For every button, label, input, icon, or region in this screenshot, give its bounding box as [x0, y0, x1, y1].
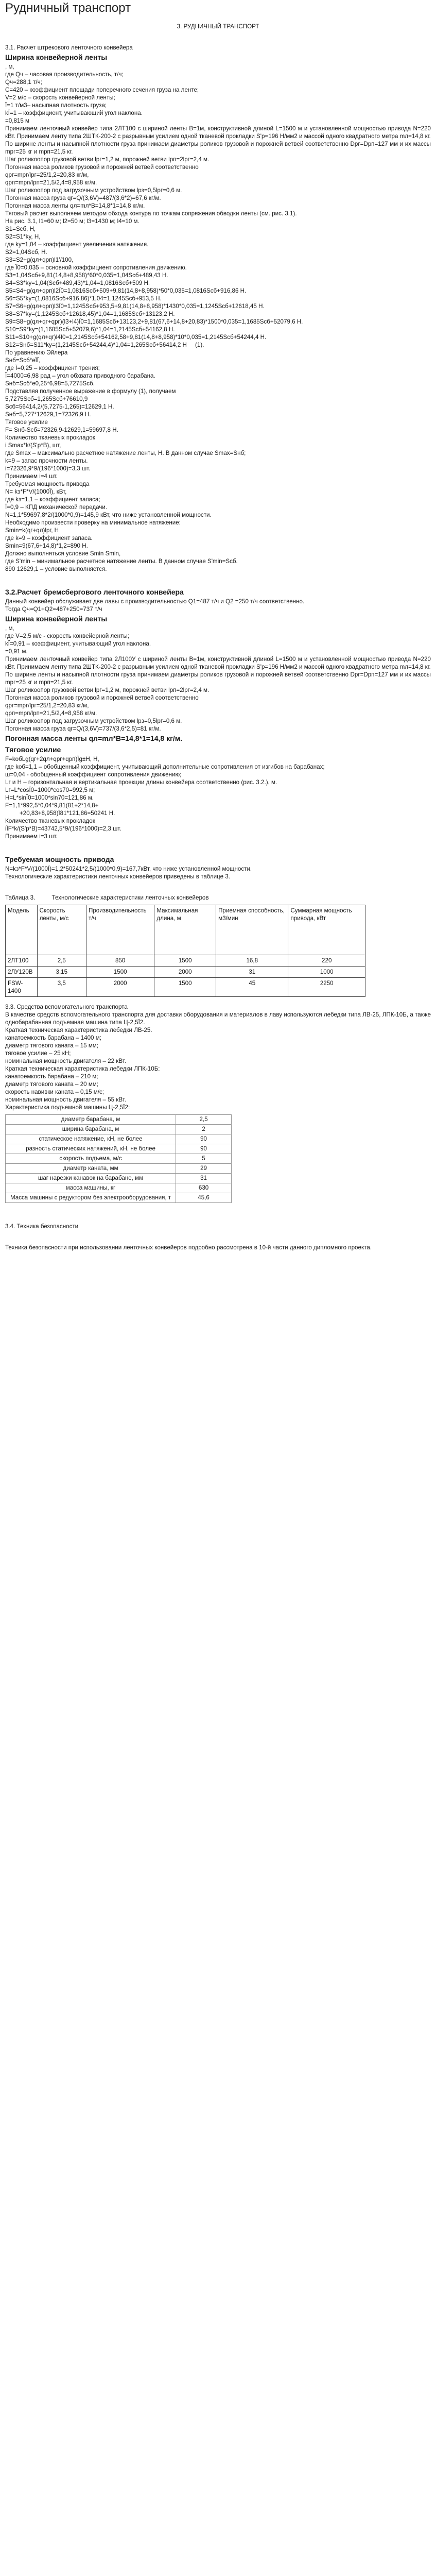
- table-cell: 1500: [154, 955, 216, 967]
- paragraph: Шаг роликоопор грузовой ветви lрг=1,2 м, порожней ветви lрп=2lрг=2,4 м.: [5, 156, 210, 163]
- paragraph: 3.1. Расчет штрекового ленточного конвейера: [5, 44, 133, 51]
- parameter-name: статическое натяжение, кН, не более: [6, 1134, 176, 1144]
- paragraph: С=420 – коэффициент площади поперечного сечения груза на ленте;: [5, 87, 199, 93]
- paragraph: =0,815 м: [5, 117, 29, 124]
- paragraph: H=L*sinÏ0=1000*sin70=121,86 м.: [5, 794, 94, 801]
- table-cell: 220: [288, 955, 365, 967]
- paragraph: диаметр тягового каната – 20 мм;: [5, 1081, 98, 1088]
- parameter-name: Масса машины с редуктором без электрооборудования, т: [6, 1193, 176, 1203]
- parameter-value: 630: [176, 1183, 232, 1193]
- paragraph: qрп=mрп/lрп=21,5/2,4=8,958 кг/м.: [5, 710, 97, 717]
- paragraph: где ky=1,04 – коэффициент увеличения натяжения.: [5, 241, 149, 248]
- paragraph: Подставляя полученное выражение в формулу (1), получаем: [5, 388, 176, 395]
- spacer: [5, 573, 431, 586]
- table-cell: 2000: [154, 967, 216, 978]
- paragraph: S10=S9*ky=(1,1685Sсб+52079,6)*1,04=1,2145Sсб+54162,8 Н.: [5, 326, 175, 333]
- paragraph: Краткая техническая характеристика лебедки ЛВ-25.: [5, 1027, 152, 1033]
- paragraph: +20,83+8,958)Ï81*121,86=50241 Н.: [20, 810, 115, 817]
- spacer: [5, 1230, 431, 1244]
- conveyor-characteristics-table: [5, 905, 365, 997]
- column-header: Модель: [6, 905, 38, 955]
- parameter-value: 45,6: [176, 1193, 232, 1203]
- table-cell: FSW-1400: [6, 978, 38, 997]
- paragraph: Шаг роликоопор грузовой ветви lрг=1,2 м, порожней ветви lрп=2lрг=2,4 м.: [5, 687, 210, 693]
- paragraph: Lг и Н – горизонтальная и вертикальная проекции длины конвейера соответственно (рис. 3.2.), м.: [5, 779, 277, 786]
- paragraph: Погонная масса груза qг=Q/(3,6V)=737/(3,6*2,5)=81 кг/м.: [5, 725, 161, 732]
- paragraph: , м,: [5, 625, 14, 632]
- document-body: [4, 23, 432, 1251]
- paragraph: где Ï=0,25 – коэффициент трения;: [5, 365, 100, 371]
- paragraph: где k=9 – коэффициент запаса.: [5, 535, 93, 541]
- paragraph: S1=Sсб, Н,: [5, 226, 36, 232]
- table-row: [6, 1144, 232, 1154]
- table-row: [6, 1174, 232, 1183]
- table-cell: 2ЛУ120В: [6, 967, 38, 978]
- paragraph: qрп=mрп/lрп=21,5/2,4=8,958 кг/м.: [5, 179, 97, 186]
- paragraph: i=72326,9*9/(196*1000)=3,3 шт.: [5, 465, 91, 472]
- parameter-name: масса машины, кг: [6, 1183, 176, 1193]
- paragraph: Погонная масса роликов грузовой и порожней ветвей соответственно: [5, 164, 199, 171]
- section-auxiliary-transport: [5, 1003, 431, 1111]
- spacer: [5, 1209, 431, 1223]
- column-header: Приемная способность, м3/мин: [216, 905, 288, 955]
- parameter-value: 90: [176, 1144, 232, 1154]
- table-cell: 1000: [288, 967, 365, 978]
- parameter-name: ширина барабана, м: [6, 1125, 176, 1134]
- paragraph: По уравнению Эйлера: [5, 349, 68, 356]
- paragraph: 890 12629,1 – условие выполняется.: [5, 566, 107, 572]
- section-heading: Ширина конвейерной ленты: [5, 615, 108, 623]
- paragraph: Smin=9(67,6+14,8)*1,2=890 Н.: [5, 543, 88, 549]
- parameter-value: 5: [176, 1154, 232, 1164]
- paragraph: Qч=288,1 т/ч;: [5, 79, 42, 86]
- paragraph: S6=S5*ky=(1,0816Sсб+916,86)*1,04=1,1245Sсб+953,5 Н.: [5, 295, 162, 302]
- parameter-value: 2,5: [176, 1115, 232, 1125]
- parameter-name: шаг нарезки канавок на барабане, мм: [6, 1174, 176, 1183]
- column-header: Скорость ленты, м/с: [37, 905, 86, 955]
- paragraph: Принимаем ленточный конвейер типа 2ЛТ100 с шириной ленты В=1м, конструктивной длиной L=1500 м и установленной мощностью привода N=220 кВт. Принимаем ленту типа 2ШТК-200-2 с разрывным усилием одной тканевой прокладки S'р=196 Н/мм2 и массой одного квадратного метра mл=14,8 кг.: [5, 125, 433, 140]
- parameter-name: диаметр каната, мм: [6, 1164, 176, 1174]
- paragraph: S12=Sнб=S11*ky=(1,2145Sсб+54244,4)*1,04=1,265Sсб+56414,2 Н (1).: [5, 342, 204, 348]
- paragraph: где Smax – максимально расчетное натяжение ленты, Н. В данном случае Smax=Sнб;: [5, 450, 246, 456]
- table-row: [6, 1183, 232, 1193]
- paragraph: Количество тканевых прокладок: [5, 434, 95, 441]
- paragraph: номинальная мощность двигателя – 22 кВт.: [5, 1058, 127, 1064]
- paragraph: ш=0,04 - обобщенный коэффициент сопротивления движению;: [5, 771, 182, 778]
- paragraph: Шаг роликоопор под загрузочным устройством lрз=0,5lрг=0,6 м.: [5, 718, 182, 724]
- hoist-characteristics-table: [5, 1114, 232, 1203]
- section-heading: Ширина конвейерной ленты: [5, 53, 108, 61]
- paragraph: Принимаем ленточный конвейер типа 2Л100У с шириной ленты В=1м, конструктивной длиной L=1500 м и установленной мощностью привода N=220 кВт. Принимаем ленту типа 2ШТК-200-2 с разрывным усилием одной тканевой прокладки S'р=196 Н/мм2 и массой одного квадратного метра mл=14,8 кг.: [5, 656, 433, 670]
- paragraph: Принимаем i=4 шт.: [5, 473, 58, 480]
- paragraph: S4=S3*ky=1,04(Sсб+489,43)*1,04=1,0816Sсб+509 Н.: [5, 280, 150, 286]
- paragraph: Тяговый расчет выполняем методом обхода контура по точкам сопряжения обводки ленты (см. рис. 3.1).: [5, 210, 297, 217]
- paragraph: S3=1,04Sсб+9,81(14,8+8,958)*60*0,035=1,04Sсб+489,43 Н.: [5, 272, 168, 279]
- page-title: Рудничный транспорт: [5, 1, 131, 15]
- paragraph: qрг=mрг/lрг=25/1,2=20,83 кг/м,: [5, 702, 89, 709]
- paragraph: Sнб=Sсб*е0,25*6,98=5,7275Sсб.: [5, 380, 95, 387]
- paragraph: =0,91 м.: [5, 648, 28, 655]
- table-cell: 2000: [86, 978, 154, 997]
- paragraph: S3=S2+g(qл+qрп)l1'/100,: [5, 257, 74, 263]
- table-cell: 45: [216, 978, 288, 997]
- paragraph: Smin=k(qг+qл)lрг, Н: [5, 527, 59, 534]
- section-heading: Требуемая мощность привода: [5, 855, 114, 863]
- table-row: [6, 1193, 232, 1203]
- paragraph: Lг=L*cosÏ0=1000*cos70=992,5 м;: [5, 787, 95, 793]
- table-cell: 850: [86, 955, 154, 967]
- column-header: Суммарная мощность привода, кВт: [288, 905, 365, 955]
- paragraph: N=kз*F*V/(1000Ï)=1,2*50241*2,5/(1000*0,9)=167,7кВт, что ниже установленной мощности.: [5, 866, 252, 872]
- paragraph: Ï=1 т/м3– насыпная плотность груза;: [5, 102, 107, 109]
- table-row: [6, 1164, 232, 1174]
- paragraph: где Qч – часовая производительность, т/ч;: [5, 71, 124, 78]
- paragraph: Погонная масса груза qг=Q/(3,6V)=487/(3,6*2)=67,6 кг/м.: [5, 195, 161, 201]
- parameter-value: 29: [176, 1164, 232, 1174]
- paragraph: где kоб=1,1 – обобщенный коэффициент, учитывающий дополнительные сопротивления от изгибов на барабанах;: [5, 764, 325, 770]
- spacer: [5, 880, 431, 894]
- paragraph: канатоемкость барабана – 210 м;: [5, 1073, 98, 1080]
- paragraph: V=2 м/с – скорость конвейерной ленты;: [5, 94, 115, 101]
- parameter-value: 90: [176, 1134, 232, 1144]
- paragraph: Принимаем i=3 шт.: [5, 833, 58, 840]
- paragraph: Тяговое усилие: [5, 419, 48, 426]
- paragraph: Sсб=56414,2/(5,7275-1,265)=12629,1 Н.: [5, 403, 114, 410]
- section-heading: Тяговое усилие: [5, 745, 61, 754]
- paragraph: По ширине ленты и насыпной плотности груза принимаем диаметры роликов грузовой и порожней ветвей соответственно Dрг=Dрп=127 мм и их массы mрг=25 кг и mрп=21,5 кг.: [5, 141, 433, 155]
- table-cell: 3,5: [37, 978, 86, 997]
- table-row: [6, 1115, 232, 1125]
- section-heading: 3.2.Расчет бремсбергового ленточного конвейера: [5, 588, 184, 596]
- paragraph: 5,7275Sсб=1,265Sсб+76610,9: [5, 396, 88, 402]
- paragraph: номинальная мощность двигателя – 55 кВт.: [5, 1096, 127, 1103]
- table-row: [6, 1125, 232, 1134]
- paragraph: S5=S4+g(qл+qрп)l2Ï0=1,0816Sсб+509+9,81(14,8+8,958)*50*0,035=1,0816Sсб+916,86 Н.: [5, 287, 247, 294]
- table-cell: 16,8: [216, 955, 288, 967]
- parameter-value: 2: [176, 1125, 232, 1134]
- paragraph: Технологические характеристики ленточных конвейеров приведены в таблице 3.: [5, 873, 231, 880]
- spacer: [5, 840, 431, 854]
- paragraph: тяговое усилие – 25 кН;: [5, 1050, 71, 1057]
- paragraph: Количество тканевых прокладок: [5, 818, 95, 824]
- paragraph: k=9 – запас прочности ленты.: [5, 457, 88, 464]
- paragraph: Тогда Qч=Q1+Q2=487+250=737 т/ч: [5, 606, 102, 613]
- paragraph: i Smax*k/(S'р*В), шт,: [5, 442, 61, 449]
- section-conveyor-calc: [5, 23, 431, 902]
- paragraph: N=1,1*59697,8*2/(1000*0,9)=145,9 кВт, что ниже установленной мощности.: [5, 512, 212, 518]
- table-row: [6, 1154, 232, 1164]
- paragraph: Требуемая мощность привода: [5, 481, 90, 487]
- table-row: [6, 967, 365, 978]
- paragraph: F=1,1*992,5*0,04*9,81(81+2*14,8+: [5, 802, 99, 809]
- paragraph: Погонная масса ленты qл=mл*В=14,8*1=14,8 кг/м.: [5, 202, 145, 209]
- table-row: [6, 955, 365, 967]
- paragraph: где kз=1,1 – коэффициент запаса;: [5, 496, 100, 503]
- paragraph: S7=S6+g(qл+qрп)l3Ï0=1,1245Sсб+953,5+9,81(14,8+8,958)*1430*0,035=1,1245Sсб+12618,45 Н.: [5, 303, 265, 310]
- paragraph: Данный конвейер обслуживает две лавы с производительностью Q1=487 т/ч и Q2 =250 т/ч соответственно.: [5, 598, 305, 605]
- table-cell: 1500: [154, 978, 216, 997]
- paragraph: Техника безопасности при использовании ленточных конвейеров подробно рассмотрена в 10-й части данного дипломного проекта.: [5, 1244, 372, 1251]
- column-header: Максимальная длина, м: [154, 905, 216, 955]
- table-header-row: [6, 905, 365, 955]
- paragraph: S9=S8+g(qл+qг+qрг)(l3+l4)Ï0=1,1685Sсб+13123,2+9,81(67,6+14,8+20,83)*1500*0,035=1,1685Sсб+52079,6 Н.: [5, 318, 303, 325]
- paragraph: Sнб=Sсб*еÏÏ,: [5, 357, 41, 364]
- table-cell: 1500: [86, 967, 154, 978]
- paragraph: На рис. 3.1, l1=60 м; l2=50 м; l3=1430 м; l4=10 м.: [5, 218, 139, 225]
- paragraph: Sнб=5,727*12629,1=72326,9 Н.: [5, 411, 91, 418]
- paragraph: Характеристика подъемной машины Ц-2,5Ï2:: [5, 1104, 130, 1111]
- paragraph: Должно выполняться условие Smin Smin,: [5, 550, 121, 557]
- paragraph: 3.4. Техника безопасности: [5, 1223, 79, 1230]
- parameter-value: 31: [176, 1174, 232, 1183]
- paragraph: где V=2,5 м/с - скорость конвейерной ленты;: [5, 633, 129, 639]
- paragraph: S2=1,04Sсб, Н.: [5, 249, 47, 256]
- paragraph: kÏ=0,91 – коэффициент, учитывающий угол наклона.: [5, 640, 151, 647]
- table-cell: 2ЛТ100: [6, 955, 38, 967]
- paragraph: N= kз*F*V/(1000Ï), кВт,: [5, 488, 67, 495]
- paragraph: , м,: [5, 63, 14, 70]
- page: [0, 0, 436, 1262]
- paragraph: iÏF*k/(S'р*В)=43742,5*9/(196*1000)=2,3 шт.: [5, 825, 121, 832]
- paragraph: F=kобLg(qг+2qл+qрг+qрп)Ïg±Н, Н,: [5, 756, 99, 762]
- table-cell: 31: [216, 967, 288, 978]
- paragraph: kÏ=1 – коэффициент, учитывающий угол наклона.: [5, 110, 143, 116]
- paragraph: где S'min – минимальное расчетное натяжение ленты. В данном случае S'min=Sсб.: [5, 558, 238, 565]
- paragraph: диаметр тягового каната – 15 мм;: [5, 1042, 98, 1049]
- paragraph: S11=S10+g(qл+qг)l4Ï0=1,2145Sсб+54162,58+9,81(14,8+8,958)*10*0,035=1,2145Sсб+54244,4 Н.: [5, 334, 267, 341]
- column-header: Производительность т/ч: [86, 905, 154, 955]
- paragraph: где Ï0=0,035 – основной коэффициент сопротивления движению.: [5, 264, 187, 271]
- paragraph: канатоемкость барабана – 1400 м;: [5, 1035, 101, 1041]
- paragraph: По ширине ленты и насыпной плотности груза принимаем диаметры роликов грузовой и порожней ветвей соответственно Dрг=Dрп=127 мм и их массы mрг=25 кг и mрп=21,5 кг.: [5, 671, 433, 686]
- paragraph: Ï=0,9 – КПД механической передачи.: [5, 504, 108, 511]
- table-cell: 3,15: [37, 967, 86, 978]
- paragraph: скорость навивки каната – 0,15 м/с;: [5, 1089, 104, 1095]
- parameter-name: скорость подъема, м/с: [6, 1154, 176, 1164]
- paragraph: S2=S1*ky, Н,: [5, 233, 41, 240]
- parameter-name: разность статических натяжений, кН, не более: [6, 1144, 176, 1154]
- paragraph: 3.3. Средства вспомогательного транспорта: [5, 1004, 128, 1010]
- paragraph: Ï=4000=6,98 рад – угол обхвата приводного барабана.: [5, 372, 155, 379]
- paragraph: Погонная масса роликов грузовой и порожней ветвей соответственно: [5, 694, 199, 701]
- spacer: [5, 30, 431, 44]
- table-row: [6, 978, 365, 997]
- paragraph: Необходимо произвести проверку на минимальное натяжение:: [5, 519, 181, 526]
- section-safety: [5, 1209, 431, 1251]
- paragraph: F= Sнб-Sсб=72326,9-12629,1=59697,8 Н.: [5, 427, 118, 433]
- paragraph: Шаг роликоопор под загрузочным устройством lрз=0,5lрг=0,6 м.: [5, 187, 182, 194]
- paragraph: S8=S7*ky=(1,1245Sсб+12618,45)*1,04=1,1685Sсб+13123,2 Н.: [5, 311, 175, 317]
- table-cell: 2250: [288, 978, 365, 997]
- paragraph: В качестве средств вспомогательного транспорта для доставки оборудования и материалов в лаву используются лебедки типа ЛВ-25, ЛПК-10Б, а также однобарабанная подъемная машина типа Ц-2,5Ï2.: [5, 1011, 433, 1026]
- section-heading: Погонная масса ленты qл=mл*В=14,8*1=14,8 кг/м.: [5, 734, 183, 742]
- table-cell: 2,5: [37, 955, 86, 967]
- paragraph: 3. РУДНИЧНЫЙ ТРАНСПОРТ: [177, 23, 259, 30]
- paragraph: qрг=mрг/lрг=25/1,2=20,83 кг/м,: [5, 172, 89, 178]
- parameter-name: диаметр барабана, м: [6, 1115, 176, 1125]
- table-row: [6, 1134, 232, 1144]
- paragraph: Краткая техническая характеристика лебедки ЛПК-10Б:: [5, 1065, 160, 1072]
- paragraph: Таблица 3. Технологические характеристики ленточных конвейеров: [5, 894, 209, 901]
